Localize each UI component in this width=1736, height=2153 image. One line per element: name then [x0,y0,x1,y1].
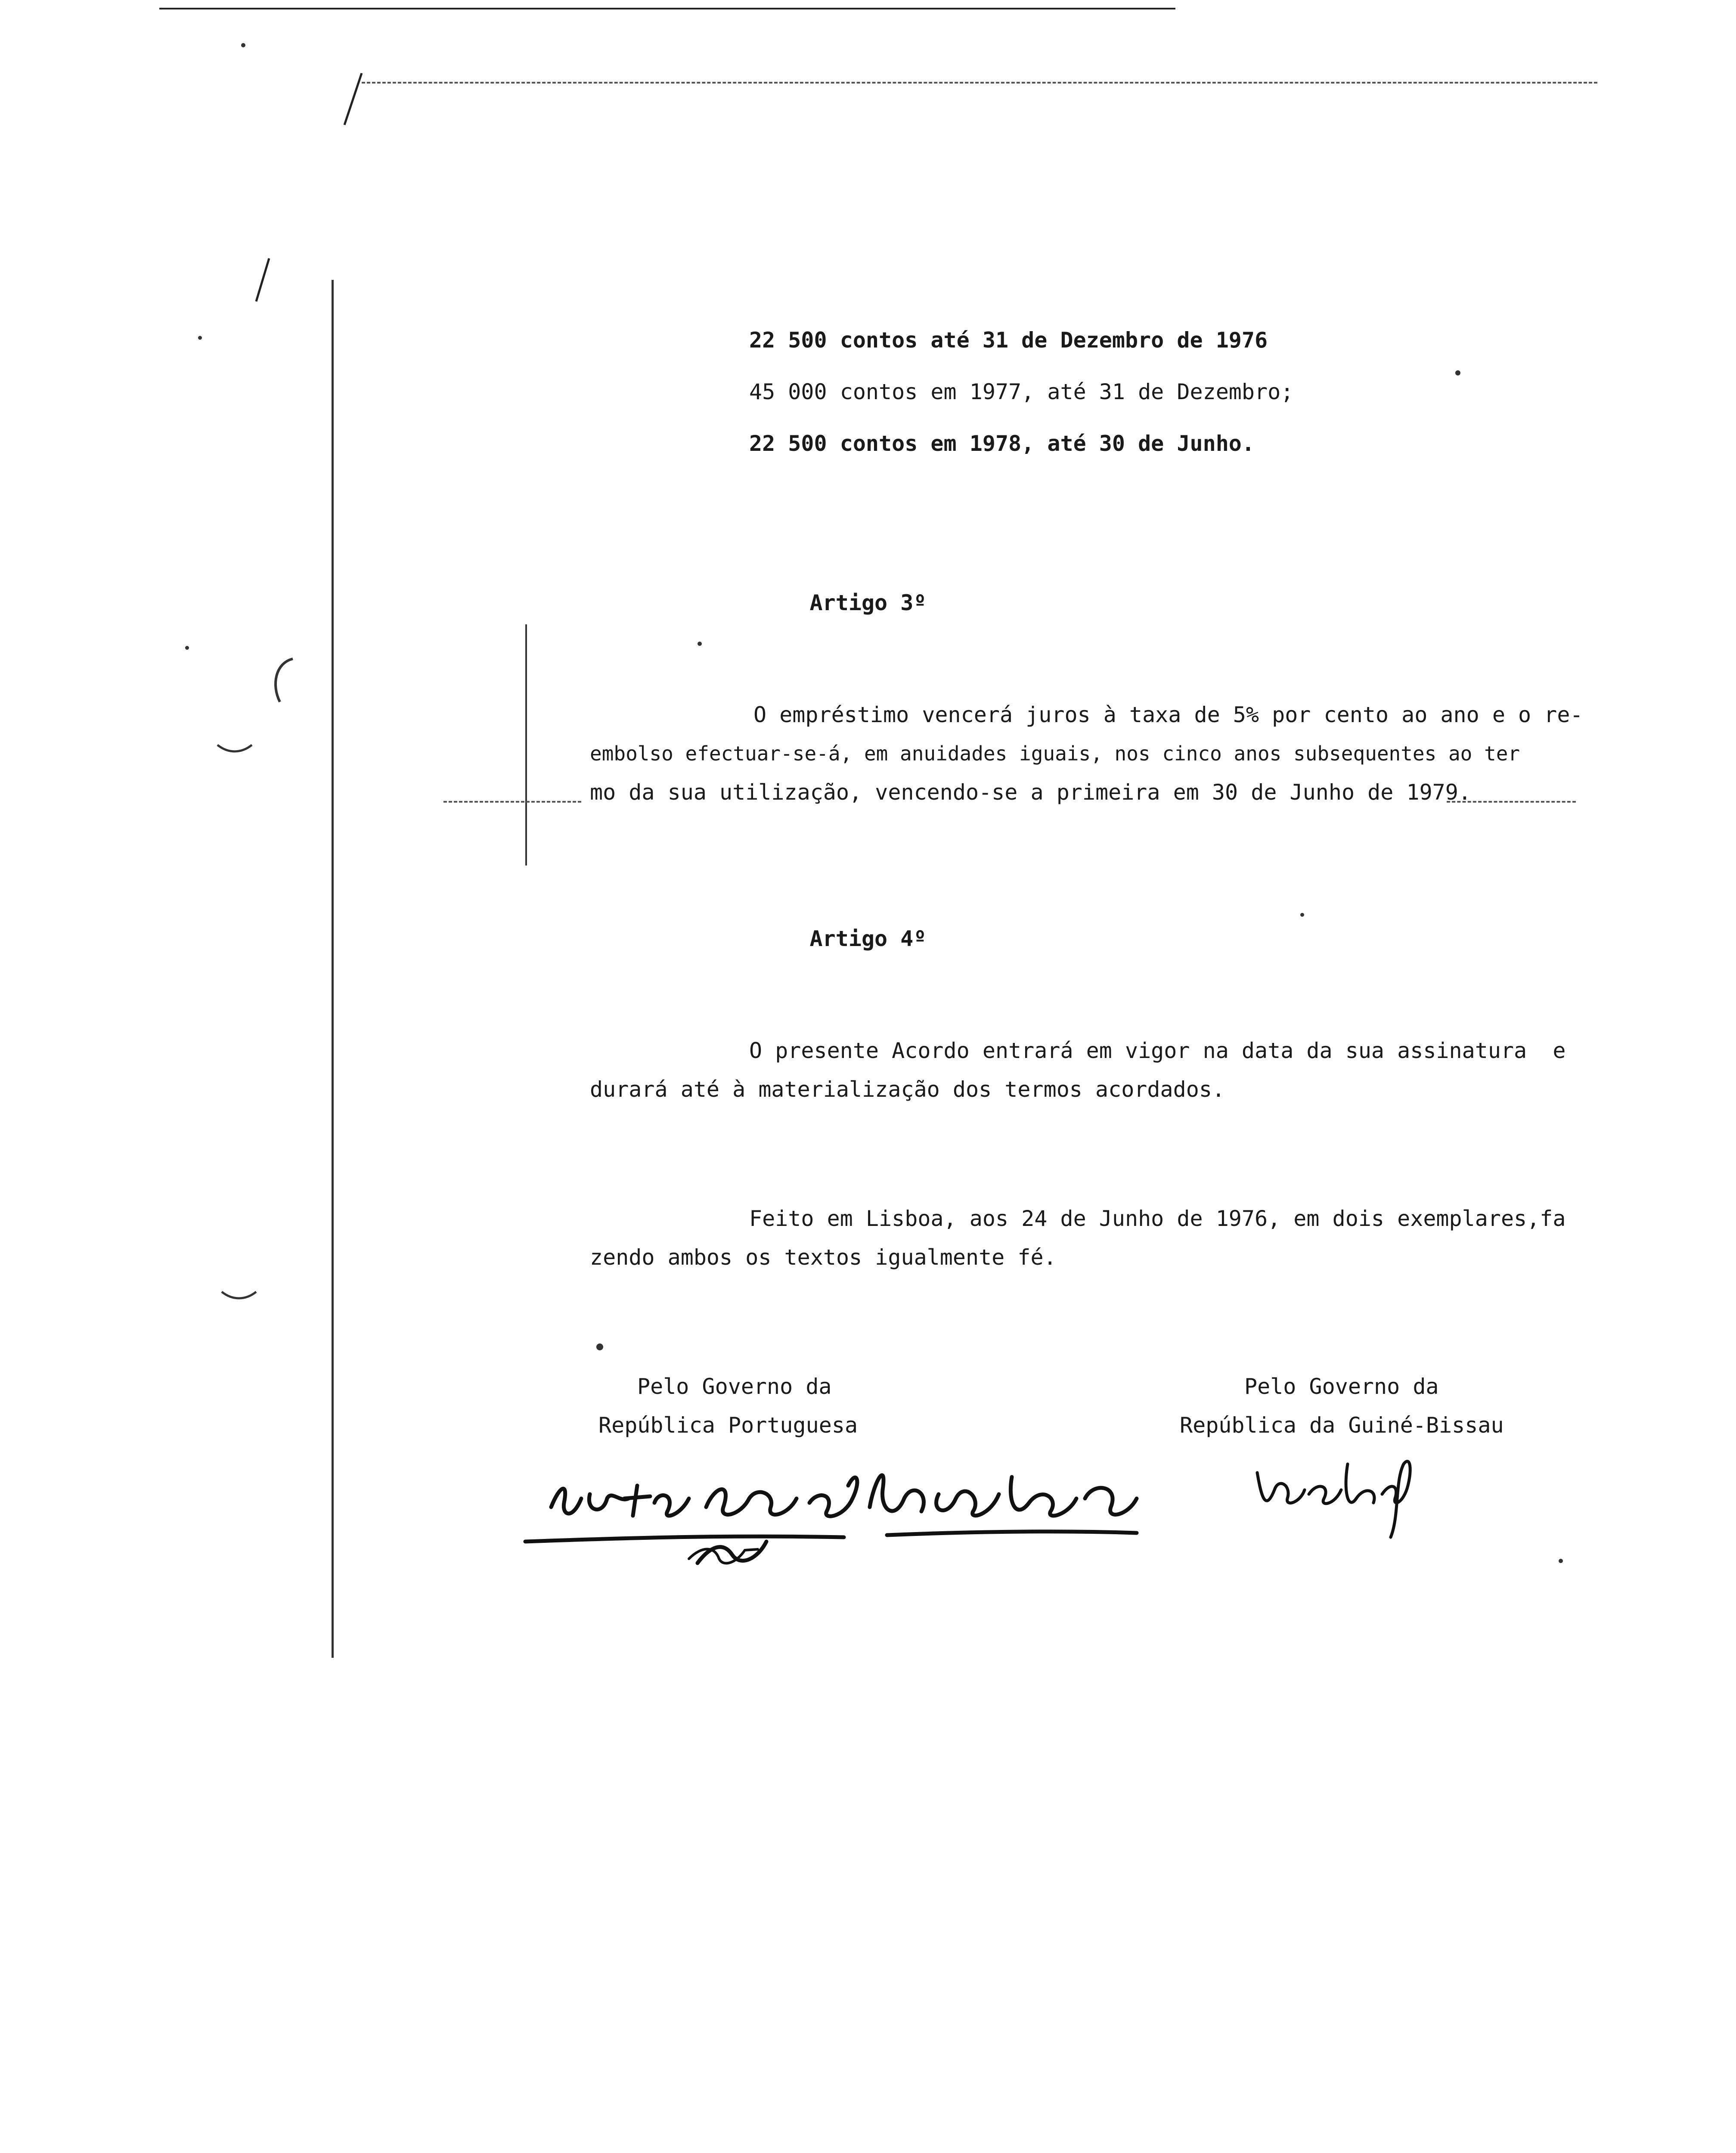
left-margin-line-2 [525,624,527,866]
left-margin-line [332,280,334,1658]
margin-bracket-mark [267,655,301,706]
top-edge-line [159,8,1175,9]
right-signature [1249,1438,1429,1542]
article-3-heading: Artigo 3º [809,590,927,615]
article-3-leading-dash [443,801,581,803]
initials-mark [685,1537,762,1572]
closing-line-2: zendo ambos os textos igualmente fé. [590,1245,1057,1270]
speck [198,336,202,340]
right-signatory-line-1: Pelo Governo da [1244,1374,1439,1399]
schedule-line-1: 22 500 contos até 31 de Dezembro de 1976 [749,328,1268,353]
speck [1455,370,1460,375]
article-3-trailing-dash [1447,801,1576,803]
speck [698,642,702,646]
top-slash-mark [336,69,370,129]
margin-curve-mark [220,1287,258,1305]
speck [185,646,189,650]
left-signatory-line-2: República Portuguesa [598,1413,858,1438]
article-4-heading: Artigo 4º [809,926,927,951]
schedule-line-2: 45 000 contos em 1977, até 31 de Dezembro; [749,379,1294,404]
left-signature [517,1434,1162,1580]
article-4-line-2: durará até à materialização dos termos acordados. [590,1077,1225,1102]
closing-line-1: Feito em Lisboa, aos 24 de Junho de 1976, em dois exemplares,fa [749,1206,1566,1231]
article-3-line-2: embolso efectuar-se-á, em anuidades iguais, nos cinco anos subsequentes ao ter [590,742,1520,765]
schedule-line-3: 22 500 contos em 1978, até 30 de Junho. [749,431,1255,456]
speck [1559,1559,1563,1563]
speck [1300,913,1304,917]
left-slash-mark [250,254,276,306]
article-3-line-1: O empréstimo vencerá juros à taxa de 5% por cento ao ano e o re- [753,702,1583,727]
left-signatory-line-1: Pelo Governo da [637,1374,832,1399]
speck [596,1343,603,1350]
top-dashed-line [362,82,1597,84]
speck [241,43,245,47]
margin-curve-mark [215,741,254,758]
article-4-line-1: O presente Acordo entrará em vigor na data da sua assinatura e [749,1038,1566,1063]
article-3-line-3: mo da sua utilização, vencendo-se a primeira em 30 de Junho de 1979. [590,780,1471,805]
right-signatory-line-2: República da Guiné-Bissau [1180,1413,1504,1438]
